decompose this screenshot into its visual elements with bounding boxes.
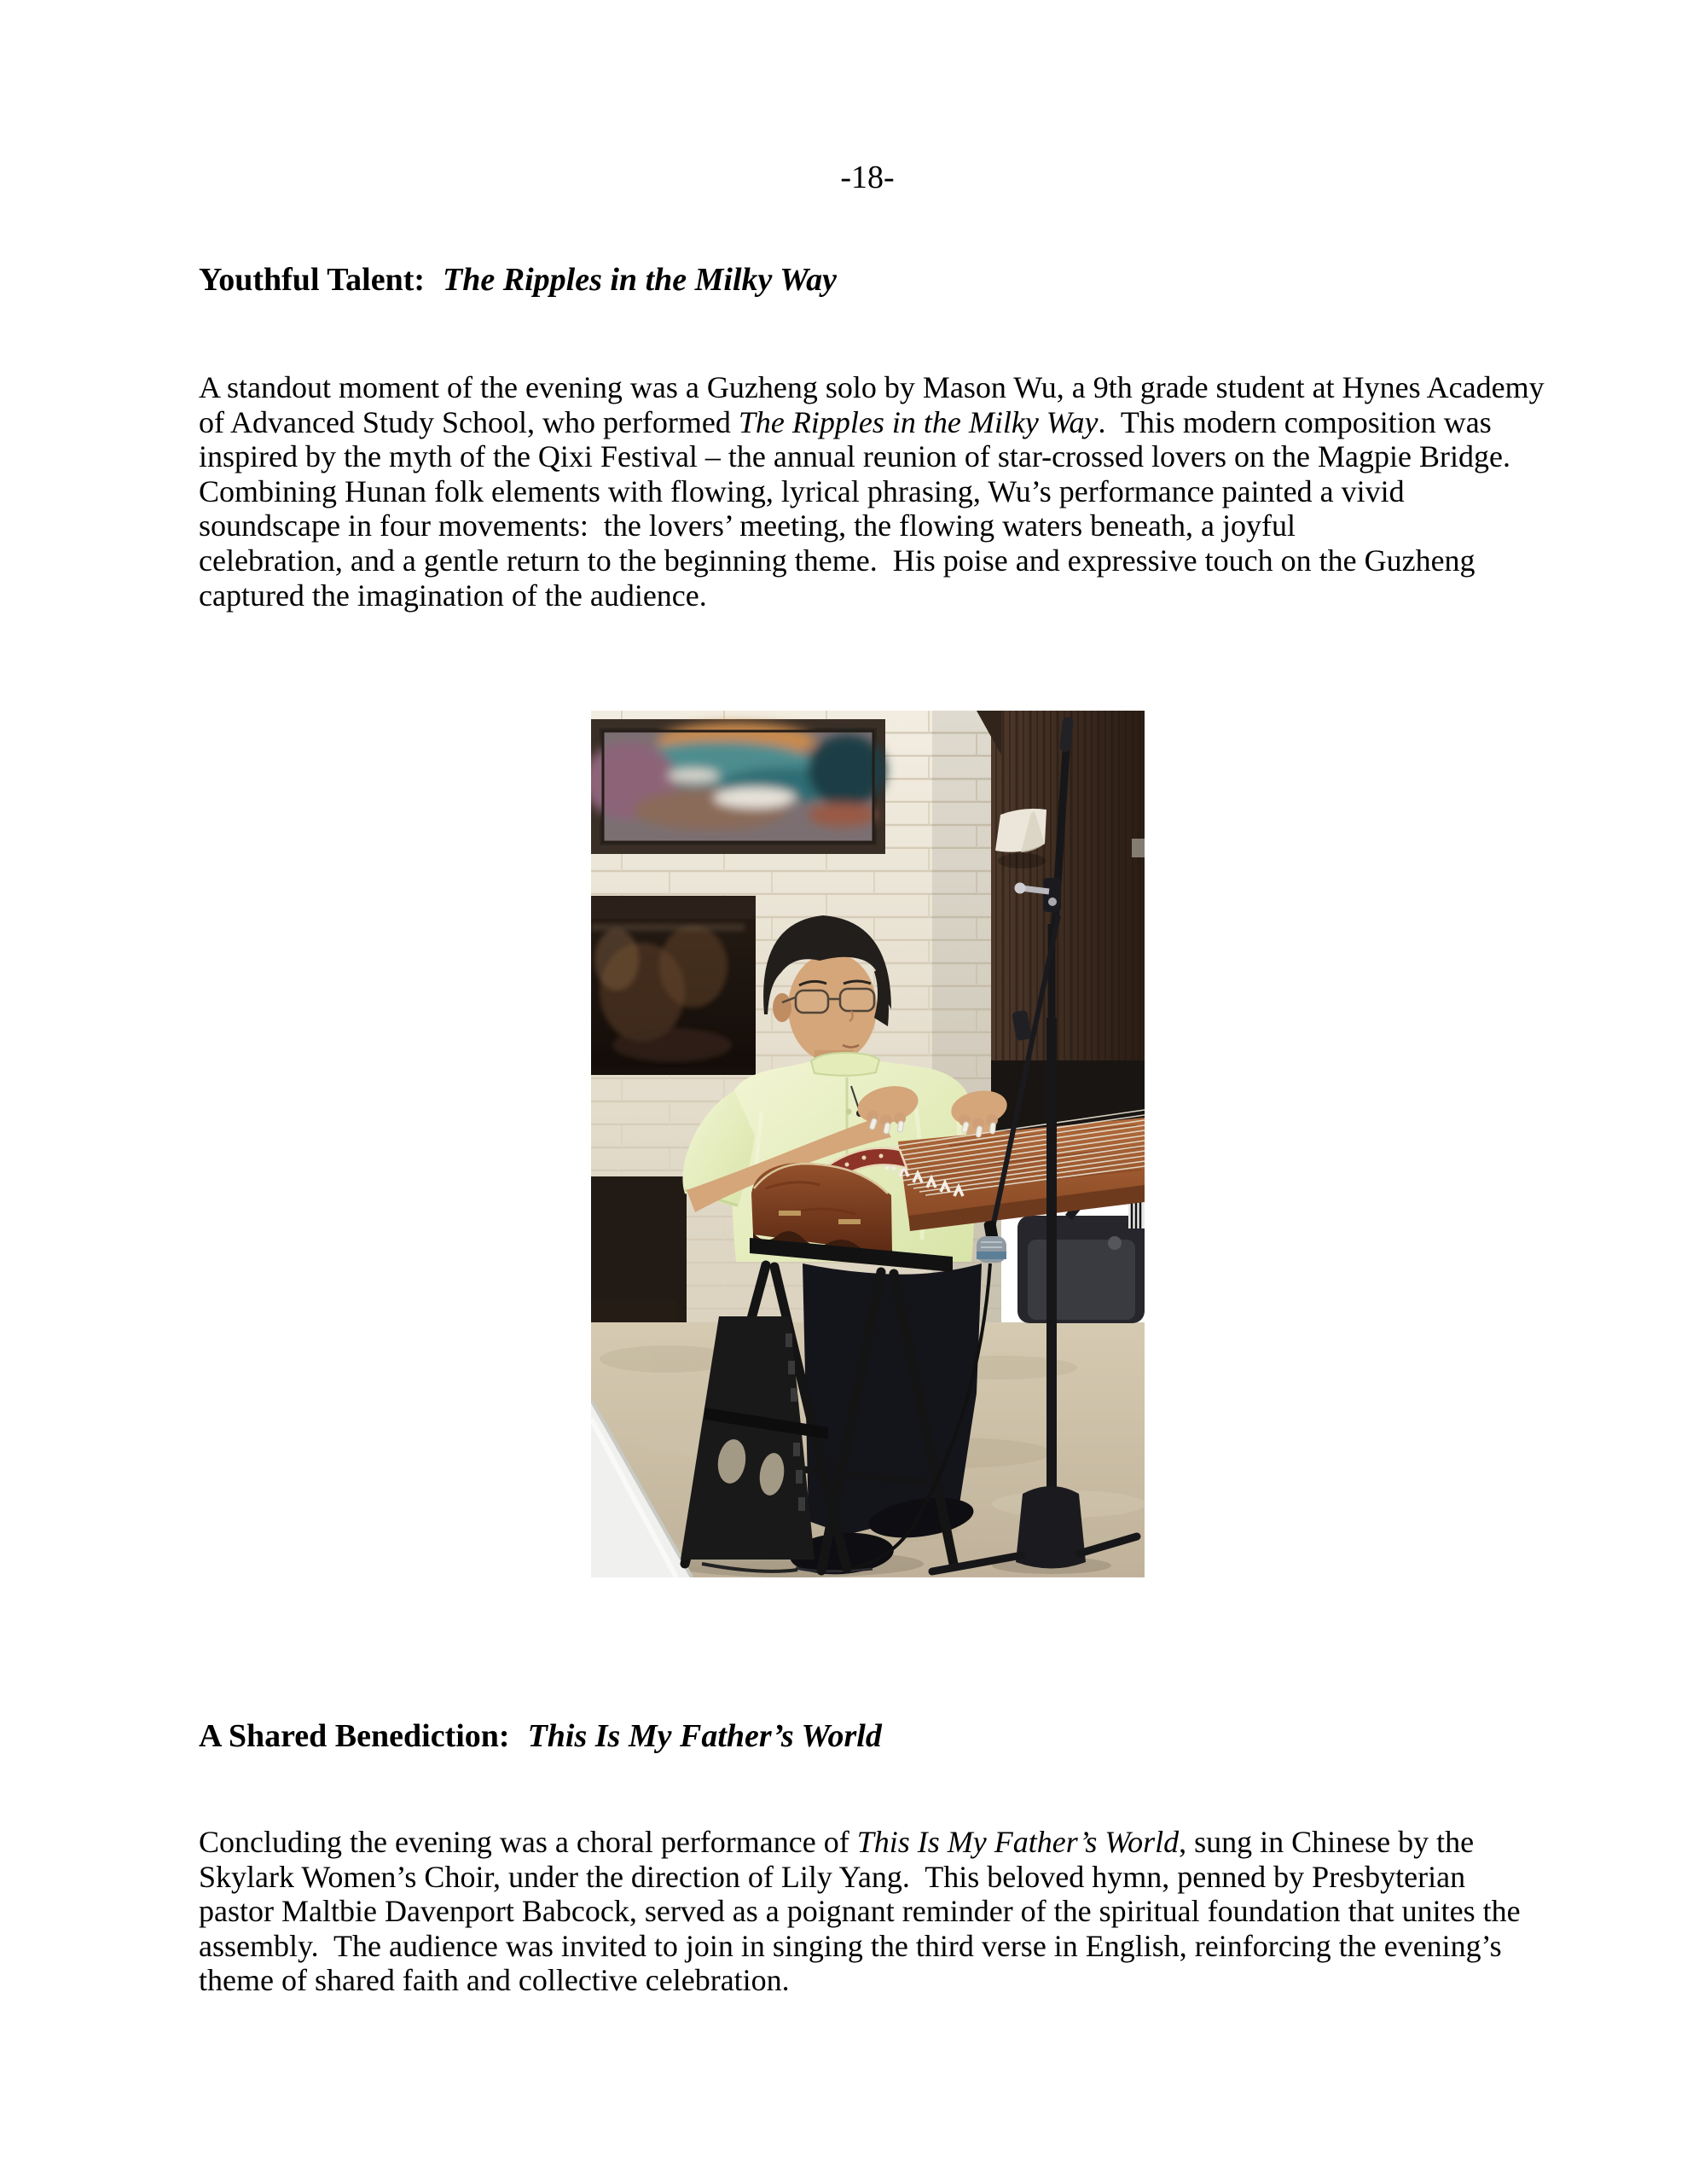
- text-line: of Advanced Study School, who performed The Ripples in the Milky Way. This modern composition was: [199, 404, 1492, 439]
- performance-photo-graphic: [591, 711, 1145, 1577]
- paragraph-guzheng-solo: [199, 370, 1545, 613]
- torchiere-lamp: [995, 809, 1046, 868]
- heading-label: A Shared Benediction:: [199, 1718, 510, 1754]
- text-line: Combining Hunan folk elements with flowing, lyrical phrasing, Wu’s performance painted a vivid: [199, 473, 1405, 508]
- text-line: Skylark Women’s Choir, under the direction of Lily Yang. This beloved hymn, penned by Presbyterian: [199, 1859, 1466, 1894]
- heading-piece-title: The Ripples in the Milky Way: [443, 262, 838, 298]
- text-line: soundscape in four movements: the lovers’ meeting, the flowing waters beneath, a joyful: [199, 508, 1296, 543]
- text-line: assembly. The audience was invited to join in singing the third verse in English, reinforcing the evening’s: [199, 1928, 1502, 1963]
- text-line: A standout moment of the evening was a Guzheng solo by Mason Wu, a 9th grade student at Hynes Academy: [199, 370, 1545, 404]
- heading-label: Youthful Talent:: [199, 262, 426, 298]
- text-line: Concluding the evening was a choral performance of This Is My Father’s World, sung in Chinese by the: [199, 1825, 1475, 1859]
- heading-piece-title: This Is My Father’s World: [527, 1718, 882, 1754]
- text-line: celebration, and a gentle return to the beginning theme. His poise and expressive touch on the Guzheng: [199, 543, 1475, 578]
- abstract-painting: [591, 719, 886, 854]
- text-line: captured the imagination of the audience.: [199, 578, 707, 613]
- paragraph-choral-finale: [199, 1825, 1521, 1998]
- performance-photo: [591, 711, 1145, 1577]
- section-heading-shared-benediction: [199, 1717, 882, 1755]
- text-line: inspired by the myth of the Qixi Festival – the annual reunion of star-crossed lovers on the Magpie Bridge.: [199, 439, 1510, 474]
- text-line: theme of shared faith and collective celebration.: [199, 1963, 790, 1998]
- text-line: pastor Maltbie Davenport Babcock, served as a poignant reminder of the spiritual foundation that unites the: [199, 1894, 1521, 1929]
- section-heading-youthful-talent: [199, 261, 837, 299]
- page-number: -18-: [840, 160, 895, 195]
